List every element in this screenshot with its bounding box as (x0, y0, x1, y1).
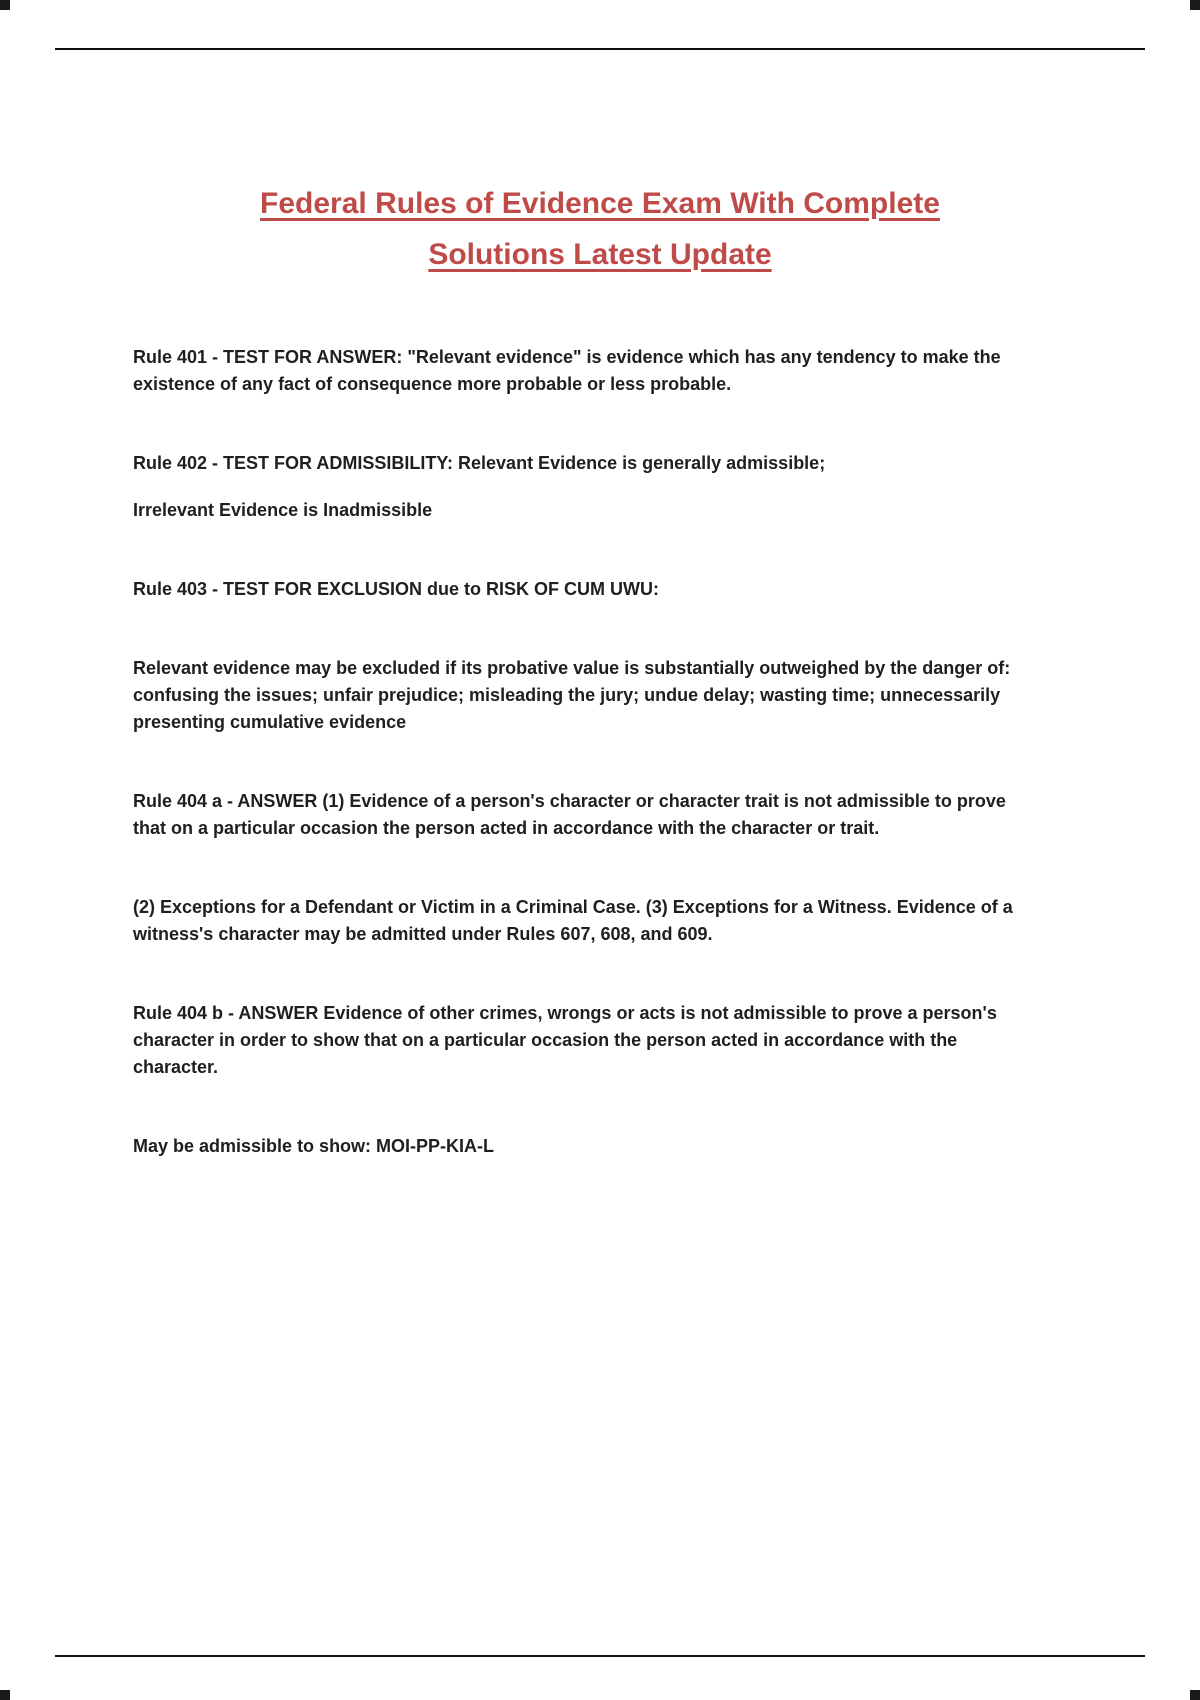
paragraph-rule-403: Rule 403 - TEST FOR EXCLUSION due to RISK OF CUM UWU: (133, 579, 660, 599)
paragraph-rule-403-answer: Relevant evidence may be excluded if its probative value is substantially outweighed by the danger of: confusing the issues; unfair prejudice; misleading the jury; undue delay; wasting time; unnecessarily presenting cumulative evidence (133, 658, 1011, 732)
page-title (100, 178, 1100, 280)
document-body (133, 344, 1013, 1160)
paragraph-rule-404a-exceptions: (2) Exceptions for a Defendant or Victim in a Criminal Case. (3) Exceptions for a Witness. Evidence of a witness's character may be admitted under Rules 607, 608, and 609. (133, 897, 1013, 944)
paragraph-rule-404b-mnemonic: May be admissible to show: MOI-PP-KIA-L (133, 1136, 495, 1156)
paragraph-rule-402-continued: Irrelevant Evidence is Inadmissible (133, 500, 433, 520)
page-title-line-1: Federal Rules of Evidence Exam With Complete (260, 187, 940, 220)
corner-mark (0, 0, 10, 10)
bottom-border-rule (55, 1655, 1145, 1657)
paragraph-rule-404b: Rule 404 b - ANSWER Evidence of other crimes, wrongs or acts is not admissible to prove a person's character in order to show that on a particular occasion the person acted in accordance with the character. (133, 1003, 997, 1077)
paragraph-rule-402: Rule 402 - TEST FOR ADMISSIBILITY: Relevant Evidence is generally admissible; (133, 453, 826, 473)
corner-mark (1190, 1690, 1200, 1700)
paragraph-rule-404a: Rule 404 a - ANSWER (1) Evidence of a person's character or character trait is not admissible to prove that on a particular occasion the person acted in accordance with the character or trait. (133, 791, 1006, 838)
page-title-line-2: Solutions Latest Update (428, 238, 772, 271)
top-border-rule (55, 48, 1145, 50)
paragraph-rule-401: Rule 401 - TEST FOR ANSWER: "Relevant evidence" is evidence which has any tendency to make the existence of any fact of consequence more probable or less probable. (133, 347, 1001, 394)
corner-mark (0, 1690, 10, 1700)
corner-mark (1190, 0, 1200, 10)
